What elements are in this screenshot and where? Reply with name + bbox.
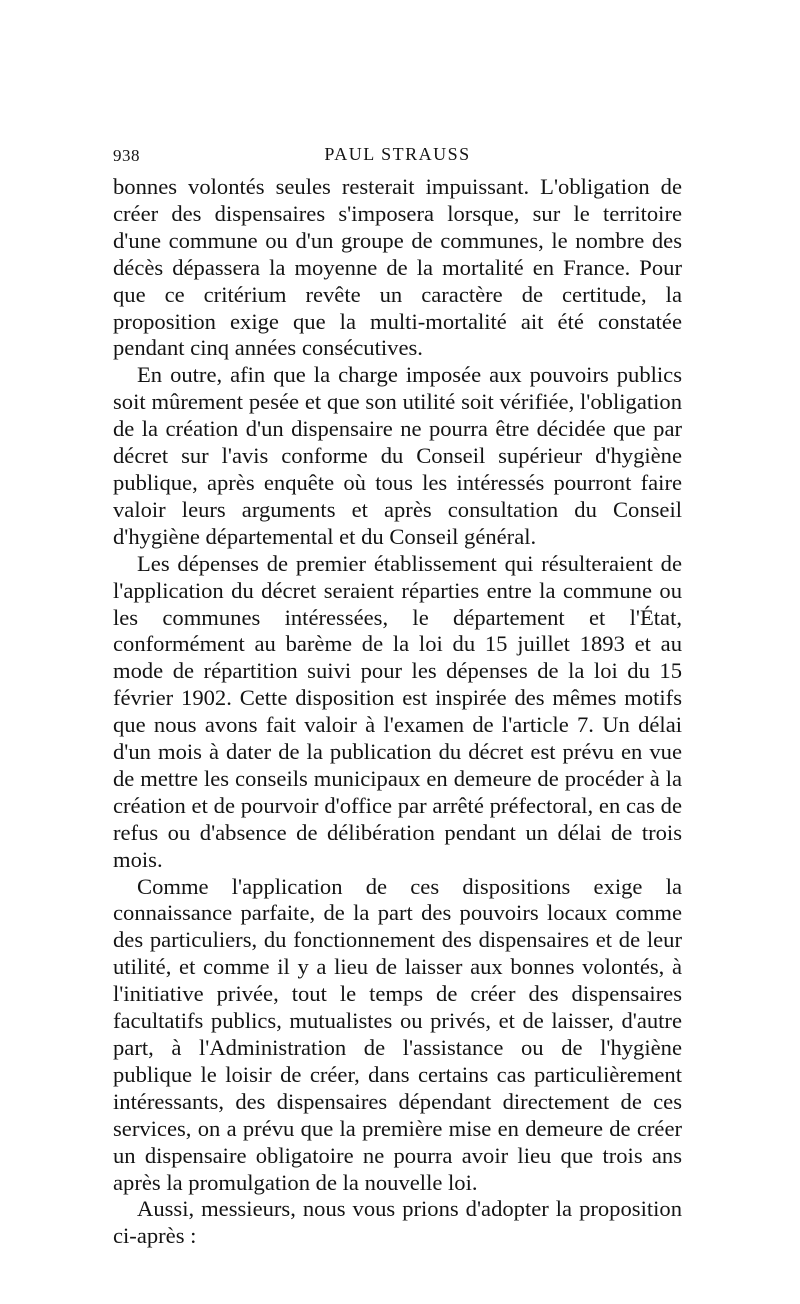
paragraph: Aussi, messieurs, nous vous prions d'adopter la proposition ci-après : [113,1196,682,1249]
book-page [113,140,682,1250]
page-number: 938 [113,146,140,165]
paragraph: En outre, afin que la charge imposée aux pouvoirs publics soit mûrement pesée et que son utilité soit vérifiée, l'obligation de la création d'un dispensaire ne pourra être décidée que par décret sur l'avis conforme du Conseil supérieur d'hygiène publique, après enquête où tous les intéressés pourront faire valoir leurs arguments et après consultation du Conseil d'hygiène départemental et du Conseil général. [113,362,682,549]
page-header [113,140,682,174]
paragraph-continuation: bonnes volontés seules resterait impuissant. L'obligation de créer des dispensaires s'imposera lorsque, sur le territoire d'une commune ou d'un groupe de communes, le nombre des décès dépassera la moyenne de la mortalité en France. Pour que ce critérium revête un caractère de certitude, la proposition exige que la multi-mortalité ait été constatée pendant cinq années consécutives. [113,174,682,361]
body-text [113,174,682,1250]
paragraph: Comme l'application de ces dispositions exige la connaissance parfaite, de la part des pouvoirs locaux comme des particuliers, du fonctionnement des dispensaires et de leur utilité, et comme il y a lieu de laisser aux bonnes volontés, à l'initiative privée, tout le temps de créer des dispensaires facultatifs publics, mutualistes ou privés, et de laisser, d'autre part, à l'Administration de l'assistance ou de l'hygiène publique le loisir de créer, dans certains cas particulièrement intéressants, des dispensaires dépendant directement de ces services, on a prévu que la première mise en demeure de créer un dispensaire obligatoire ne pourra avoir lieu que trois ans après la promulgation de la nouvelle loi. [113,873,682,1195]
paragraph: Les dépenses de premier établissement qui résulteraient de l'application du décret seraient réparties entre la commune ou les communes intéressées, le département et l'État, conformément au barème de la loi du 15 juillet 1893 et au mode de répartition suivi pour les dépenses de la loi du 15 février 1902. Cette disposition est inspirée des mêmes motifs que nous avons fait valoir à l'examen de l'article 7. Un délai d'un mois à dater de la publication du décret est prévu en vue de mettre les conseils municipaux en demeure de procéder à la création et de pourvoir d'office par arrêté préfectoral, en cas de refus ou d'absence de délibération pendant un délai de trois mois. [113,550,682,872]
running-head: PAUL STRAUSS [324,144,471,164]
